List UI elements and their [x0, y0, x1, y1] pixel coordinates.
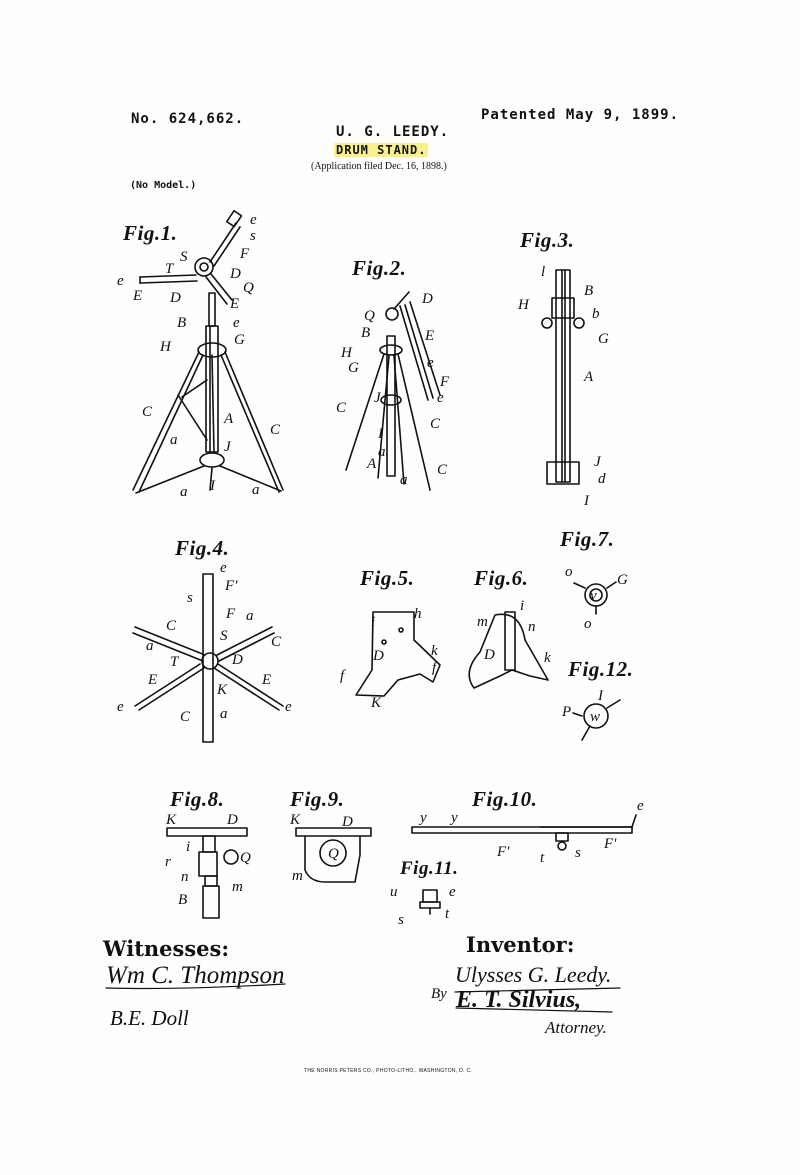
- svg-text:E: E: [262, 672, 272, 688]
- by-label: By: [431, 986, 447, 1002]
- svg-text:F': F': [497, 844, 510, 860]
- fig1-drawing: [133, 211, 283, 493]
- svg-text:f: f: [432, 660, 437, 676]
- svg-text:i: i: [371, 614, 376, 630]
- svg-text:a: a: [180, 484, 188, 500]
- fig11-label: Fig.11.: [400, 858, 459, 879]
- svg-text:Q: Q: [364, 308, 375, 324]
- svg-text:J: J: [224, 439, 231, 455]
- svg-text:a: a: [378, 444, 386, 460]
- svg-text:n: n: [528, 619, 536, 635]
- svg-text:D: D: [230, 266, 241, 282]
- svg-text:S: S: [220, 628, 228, 644]
- svg-text:e: e: [117, 699, 124, 715]
- svg-text:F: F: [226, 606, 236, 622]
- svg-text:d: d: [598, 471, 606, 487]
- svg-text:D: D: [227, 812, 238, 828]
- svg-text:A: A: [224, 411, 234, 427]
- witness-2-signature: B.E. Doll: [110, 1006, 189, 1030]
- svg-text:u: u: [390, 884, 398, 900]
- fig1-label: Fig.1.: [123, 221, 178, 245]
- svg-text:C: C: [437, 462, 448, 478]
- svg-text:f: f: [340, 668, 345, 684]
- svg-text:y: y: [420, 810, 427, 826]
- svg-text:m: m: [477, 614, 488, 630]
- fig6-label: Fig.6.: [474, 566, 529, 590]
- svg-text:e: e: [233, 315, 240, 331]
- svg-text:k: k: [431, 643, 438, 659]
- patent-title-text: DRUM STAND.: [336, 143, 427, 157]
- fig10-label: Fig.10.: [472, 787, 538, 811]
- svg-text:F': F': [604, 836, 617, 852]
- svg-text:l: l: [541, 264, 546, 280]
- svg-text:I: I: [584, 493, 589, 509]
- svg-text:C: C: [142, 404, 153, 420]
- svg-text:D: D: [484, 647, 495, 663]
- svg-text:t: t: [445, 906, 450, 922]
- witness-1-signature: Wm C. Thompson: [106, 962, 285, 989]
- svg-text:a: a: [220, 706, 228, 722]
- fig5-drawing: [356, 612, 440, 696]
- svg-text:e: e: [637, 798, 644, 814]
- patented-date: Patented May 9, 1899.: [481, 107, 680, 123]
- svg-text:a: a: [246, 608, 254, 624]
- svg-text:D: D: [232, 652, 243, 668]
- inventor-label: Inventor:: [466, 932, 575, 957]
- application-date: (Application filed Dec. 16, 1898.): [311, 161, 447, 172]
- svg-text:A: A: [367, 456, 377, 472]
- svg-text:w: w: [590, 709, 601, 725]
- attorney-signature: E. T. Silvius,: [456, 987, 582, 1013]
- svg-text:E: E: [230, 296, 240, 312]
- svg-text:K: K: [290, 812, 301, 828]
- svg-text:e: e: [449, 884, 456, 900]
- svg-text:i: i: [186, 839, 191, 855]
- svg-text:B: B: [361, 325, 371, 341]
- fig8-label: Fig.8.: [170, 787, 225, 811]
- svg-text:J: J: [594, 454, 601, 470]
- svg-text:e: e: [285, 699, 292, 715]
- svg-text:P: P: [562, 704, 572, 720]
- svg-text:B: B: [177, 315, 187, 331]
- svg-text:F: F: [440, 374, 450, 390]
- svg-text:e: e: [437, 390, 444, 406]
- svg-text:a: a: [400, 472, 408, 488]
- svg-text:K: K: [166, 812, 177, 828]
- svg-text:i: i: [520, 598, 525, 614]
- patent-number: No. 624,662.: [131, 111, 245, 127]
- svg-text:D: D: [170, 290, 181, 306]
- svg-text:m: m: [292, 868, 303, 884]
- svg-text:o: o: [584, 616, 592, 632]
- fig3-drawing: [542, 270, 584, 484]
- svg-text:G: G: [348, 360, 359, 376]
- svg-text:s: s: [398, 912, 404, 928]
- svg-text:t: t: [540, 850, 545, 866]
- fig9-label: Fig.9.: [290, 787, 345, 811]
- fig10-drawing: [412, 815, 636, 850]
- svg-text:s: s: [250, 228, 256, 244]
- inventor-signature: Ulysses G. Leedy.: [455, 962, 612, 987]
- svg-text:I: I: [378, 426, 383, 442]
- svg-text:e: e: [250, 212, 257, 228]
- svg-text:a: a: [170, 432, 178, 448]
- svg-text:D: D: [342, 814, 353, 830]
- svg-text:n: n: [181, 869, 189, 885]
- svg-text:C: C: [271, 634, 282, 650]
- svg-text:I: I: [598, 688, 603, 704]
- svg-text:F: F: [240, 246, 250, 262]
- svg-text:E: E: [425, 328, 435, 344]
- fig12-label: Fig.12.: [568, 657, 634, 681]
- svg-text:K: K: [217, 682, 228, 698]
- model-note: (No Model.): [130, 180, 197, 191]
- svg-text:J: J: [374, 390, 381, 406]
- svg-text:k: k: [544, 650, 551, 666]
- fig4-label: Fig.4.: [175, 536, 230, 560]
- svg-text:e: e: [427, 355, 434, 371]
- svg-text:e: e: [220, 560, 227, 576]
- fig2-label: Fig.2.: [352, 256, 407, 280]
- svg-text:a: a: [252, 482, 260, 498]
- svg-text:Q: Q: [240, 850, 251, 866]
- svg-text:T: T: [165, 261, 174, 277]
- svg-text:E: E: [133, 288, 143, 304]
- svg-text:B: B: [178, 892, 188, 908]
- svg-text:S: S: [180, 249, 188, 265]
- svg-text:C: C: [430, 416, 441, 432]
- fig5-label: Fig.5.: [360, 566, 415, 590]
- svg-text:G: G: [598, 331, 609, 347]
- svg-text:C: C: [336, 400, 347, 416]
- svg-text:D: D: [373, 648, 384, 664]
- svg-text:e: e: [117, 273, 124, 289]
- svg-text:m: m: [232, 879, 243, 895]
- svg-text:A: A: [584, 369, 594, 385]
- svg-text:G: G: [234, 332, 245, 348]
- attorney-label: Attorney.: [545, 1018, 607, 1037]
- svg-text:b: b: [592, 306, 600, 322]
- svg-text:C: C: [166, 618, 177, 634]
- svg-text:y: y: [451, 810, 458, 826]
- svg-text:T: T: [170, 654, 179, 670]
- printer-credit: THE NORRIS PETERS CO., PHOTO-LITHO., WASHINGTON, D. C.: [304, 1068, 473, 1074]
- svg-text:F': F': [225, 578, 238, 594]
- svg-text:r: r: [165, 854, 171, 870]
- svg-text:H: H: [518, 297, 529, 313]
- svg-text:D: D: [422, 291, 433, 307]
- svg-text:E: E: [148, 672, 158, 688]
- witnesses-label: Witnesses:: [103, 936, 230, 961]
- fig4-drawing: [133, 574, 283, 742]
- svg-text:s: s: [187, 590, 193, 606]
- svg-text:C: C: [180, 709, 191, 725]
- svg-text:K: K: [371, 695, 382, 711]
- svg-text:H: H: [160, 339, 171, 355]
- svg-text:C: C: [270, 422, 281, 438]
- svg-text:o: o: [565, 564, 573, 580]
- svg-text:h: h: [414, 606, 422, 622]
- fig11-drawing: [420, 890, 440, 914]
- svg-text:G: G: [617, 572, 628, 588]
- fig3-label: Fig.3.: [520, 228, 575, 252]
- svg-text:I: I: [210, 478, 215, 494]
- fig7-label: Fig.7.: [560, 527, 615, 551]
- svg-text:Q: Q: [243, 280, 254, 296]
- svg-text:v: v: [590, 588, 597, 604]
- fig2-drawing: [346, 292, 440, 490]
- svg-text:s: s: [575, 845, 581, 861]
- svg-text:Q: Q: [328, 846, 339, 862]
- inventor-name-header: U. G. LEEDY.: [336, 124, 450, 140]
- svg-text:B: B: [584, 283, 594, 299]
- svg-text:H: H: [341, 345, 352, 361]
- svg-text:a: a: [146, 638, 154, 654]
